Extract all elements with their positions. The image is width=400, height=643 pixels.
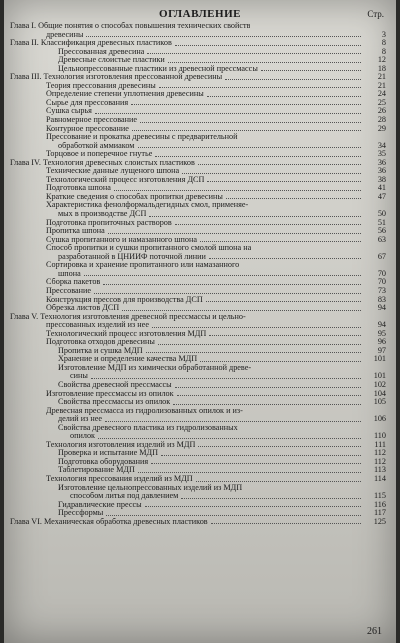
toc-entry-text: Контурное прессование bbox=[46, 124, 129, 133]
book-page bbox=[4, 0, 396, 643]
dot-leader bbox=[198, 164, 361, 165]
toc-entry-text: Хранение и определение качества МДП bbox=[58, 355, 198, 364]
toc-entry bbox=[10, 509, 386, 518]
toc-entry-page: 41 bbox=[377, 183, 386, 193]
toc-entry bbox=[10, 313, 386, 322]
toc-entry-page: 29 bbox=[377, 123, 386, 133]
dot-leader bbox=[198, 446, 361, 447]
dot-leader bbox=[152, 327, 361, 328]
toc-entry bbox=[10, 466, 386, 475]
toc-entry-page: 83 bbox=[377, 294, 386, 304]
toc-entry-text: Подготовка оборудования bbox=[58, 457, 149, 466]
toc-entry bbox=[10, 398, 386, 407]
dot-leader bbox=[138, 147, 362, 148]
dot-leader bbox=[261, 70, 361, 71]
toc-entry-page: 25 bbox=[377, 97, 386, 107]
toc-entry-page: 117 bbox=[374, 508, 386, 518]
toc-entry-page: 106 bbox=[373, 414, 386, 424]
toc-entry bbox=[10, 176, 386, 185]
toc-entry bbox=[10, 347, 386, 356]
toc-entry bbox=[10, 39, 386, 48]
toc-entry-text: Способ пропитки и сушки пропитанного смолой шпона на bbox=[46, 244, 252, 253]
toc-title: ОГЛАВЛЕНИЕ bbox=[159, 8, 241, 20]
toc-entries bbox=[10, 22, 386, 526]
toc-entry-text: Определение степени уплотнения древесины bbox=[46, 90, 204, 99]
toc-entry-text: Изготовление МДП из химически обработанной древе- bbox=[58, 363, 252, 372]
dot-leader bbox=[155, 156, 361, 157]
dot-leader bbox=[84, 275, 361, 276]
toc-entry bbox=[10, 125, 386, 134]
toc-entry-text: Сушка сырья bbox=[46, 107, 92, 116]
toc-entry-text: Прессформы bbox=[58, 509, 104, 518]
toc-entry-text: Торцовое и поперечное гнутье bbox=[46, 150, 153, 159]
toc-entry-page: 101 bbox=[373, 371, 386, 381]
toc-entry bbox=[10, 107, 386, 116]
toc-entry-text: Равномерное прессование bbox=[46, 116, 138, 125]
toc-entry-page: 125 bbox=[373, 516, 386, 526]
toc-entry-page: 113 bbox=[374, 465, 386, 475]
toc-entry bbox=[10, 116, 386, 125]
toc-entry-text: Глава III. Технология изготовления прессованной древесины bbox=[10, 73, 223, 82]
toc-entry-page: 8 bbox=[381, 46, 386, 56]
toc-entry-text: Подготовка шпона bbox=[46, 184, 111, 193]
toc-entry-page: 111 bbox=[374, 439, 386, 449]
toc-entry bbox=[10, 31, 386, 40]
toc-entry-text: Прессование bbox=[46, 286, 91, 295]
toc-entry bbox=[10, 458, 386, 467]
toc-entry bbox=[10, 381, 386, 390]
toc-entry-text: Подготовка пропиточных растворов bbox=[46, 218, 172, 227]
toc-entry-page: 104 bbox=[373, 388, 386, 398]
dot-leader bbox=[122, 310, 361, 311]
toc-entry-text: Гидравлические прессы bbox=[58, 500, 142, 509]
toc-entry-text: Подготовка отходов древесины bbox=[46, 338, 155, 347]
toc-entry-page: 21 bbox=[377, 72, 386, 82]
toc-entry-page: 101 bbox=[373, 354, 386, 364]
toc-entry-text: способом литья под давлением bbox=[70, 492, 179, 501]
toc-entry bbox=[10, 73, 386, 82]
toc-entry-text: обработкой аммиаком bbox=[58, 141, 135, 150]
toc-entry-text: Пропитка и сушка МДП bbox=[58, 346, 143, 355]
toc-entry-text: Древесные слоистые пластики bbox=[58, 56, 165, 65]
toc-entry bbox=[10, 424, 386, 433]
dot-leader bbox=[181, 498, 361, 499]
toc-entry-page: 116 bbox=[374, 499, 386, 509]
toc-entry-text: разработанной в ЦНИИФ поточной линии bbox=[58, 252, 206, 261]
toc-entry bbox=[10, 287, 386, 296]
toc-entry bbox=[10, 330, 386, 339]
dot-leader bbox=[173, 404, 361, 405]
toc-entry-page: 8 bbox=[381, 38, 386, 48]
toc-entry bbox=[10, 48, 386, 57]
toc-entry-text: Технология прессования изделий из МДП bbox=[46, 474, 193, 483]
dot-leader bbox=[159, 87, 361, 88]
dot-leader bbox=[91, 378, 361, 379]
dot-leader bbox=[209, 335, 361, 336]
toc-entry-text: Сортировка и хранение пропитанного или намазанного bbox=[46, 261, 240, 270]
toc-entry bbox=[10, 142, 386, 151]
toc-entry-page: 56 bbox=[377, 226, 386, 236]
toc-entry-text: делий из нее bbox=[58, 415, 103, 424]
dot-leader bbox=[132, 130, 361, 131]
toc-entry bbox=[10, 407, 386, 416]
toc-entry bbox=[10, 150, 386, 159]
dot-leader bbox=[175, 387, 361, 388]
toc-entry bbox=[10, 364, 386, 373]
toc-entry-page: 73 bbox=[377, 285, 386, 295]
toc-entry bbox=[10, 193, 386, 202]
dot-leader bbox=[175, 45, 361, 46]
dot-leader bbox=[147, 53, 361, 54]
dot-leader bbox=[168, 62, 361, 63]
toc-entry-page: 110 bbox=[374, 431, 386, 441]
toc-entry-text: Сушка пропитанного и намазанного шпона bbox=[46, 235, 198, 244]
toc-entry-page: 21 bbox=[377, 80, 386, 90]
toc-entry-text: Древесная прессмасса из гидролизованных опилок и из- bbox=[46, 406, 243, 415]
toc-entry-text: Проверка и испытание МДП bbox=[58, 449, 159, 458]
dot-leader bbox=[108, 233, 361, 234]
toc-entry bbox=[10, 432, 386, 441]
toc-entry-page: 95 bbox=[377, 328, 386, 338]
dot-leader bbox=[177, 395, 361, 396]
toc-entry bbox=[10, 244, 386, 253]
toc-entry-page: 18 bbox=[377, 63, 386, 73]
toc-entry-text: Свойства древесной прессмассы bbox=[58, 380, 172, 389]
toc-entry bbox=[10, 492, 386, 501]
toc-entry-page: 36 bbox=[377, 157, 386, 167]
dot-leader bbox=[161, 455, 361, 456]
toc-entry-text: опилок bbox=[70, 432, 96, 441]
toc-entry-text: Обрезка листов ДСП bbox=[46, 304, 120, 313]
toc-entry-text: шпона bbox=[58, 269, 81, 278]
toc-entry-text: Теория прессования древесины bbox=[46, 81, 156, 90]
toc-entry-text: Цельнопрессованные пластики из древесной прессмассы bbox=[58, 64, 258, 73]
toc-entry-text: Глава II. Классификация древесных пластиков bbox=[10, 39, 172, 48]
dot-leader bbox=[106, 515, 361, 516]
toc-entry bbox=[10, 159, 386, 168]
toc-entry-page: 70 bbox=[377, 268, 386, 278]
toc-entry bbox=[10, 372, 386, 381]
toc-entry-page: 70 bbox=[377, 277, 386, 287]
toc-entry bbox=[10, 390, 386, 399]
dot-leader bbox=[95, 113, 361, 114]
toc-entry bbox=[10, 518, 386, 527]
toc-entry-text: Глава VI. Механическая обработка древесных пластиков bbox=[10, 517, 208, 526]
toc-entry-page: 63 bbox=[377, 234, 386, 244]
toc-entry bbox=[10, 261, 386, 270]
dot-leader bbox=[206, 301, 361, 302]
page-number: 261 bbox=[367, 626, 382, 637]
toc-entry bbox=[10, 253, 386, 262]
dot-leader bbox=[182, 173, 361, 174]
toc-entry-page: 97 bbox=[377, 345, 386, 355]
toc-entry-page: 47 bbox=[377, 191, 386, 201]
dot-leader bbox=[209, 258, 361, 259]
toc-entry bbox=[10, 501, 386, 510]
dot-leader bbox=[226, 198, 361, 199]
toc-entry-text: Свойства древесного пластика из гидролизованных bbox=[58, 423, 238, 432]
toc-entry-text: Глава I. Общие понятия о способах повышения технических свойств bbox=[10, 22, 251, 30]
toc-entry-text: Технология изготовления изделий из МДП bbox=[46, 440, 196, 449]
toc-entry bbox=[10, 90, 386, 99]
toc-entry bbox=[10, 304, 386, 313]
toc-entry-page: 114 bbox=[374, 473, 386, 483]
dot-leader bbox=[207, 181, 361, 182]
toc-entry-page: 38 bbox=[377, 174, 386, 184]
toc-entry-page: 35 bbox=[377, 149, 386, 159]
toc-entry bbox=[10, 227, 386, 236]
toc-entry-text: Технические данные лущеного шпона bbox=[46, 167, 180, 176]
dot-leader bbox=[114, 190, 361, 191]
toc-entry-page: 102 bbox=[373, 379, 386, 389]
dot-leader bbox=[105, 421, 361, 422]
toc-entry bbox=[10, 278, 386, 287]
dot-leader bbox=[225, 79, 361, 80]
toc-entry-text: Глава IV. Технология древесных слоистых пластиков bbox=[10, 158, 195, 167]
dot-leader bbox=[98, 438, 361, 439]
toc-entry-text: Прессование и прокатка древесины с предварительной bbox=[46, 133, 238, 142]
toc-entry-text: Технологический процесс изготовления ДСП bbox=[46, 175, 205, 184]
toc-entry bbox=[10, 441, 386, 450]
toc-entry-page: 3 bbox=[381, 29, 386, 39]
toc-entry bbox=[10, 22, 386, 31]
toc-entry bbox=[10, 415, 386, 424]
toc-entry-text: Краткие сведения о способах пропитки древесины bbox=[46, 192, 223, 201]
toc-entry-text: Изготовление цельнопрессованных изделий из МДП bbox=[58, 483, 243, 492]
dot-leader bbox=[151, 463, 361, 464]
toc-entry-page: 94 bbox=[377, 303, 386, 313]
toc-entry bbox=[10, 210, 386, 219]
dot-leader bbox=[140, 122, 361, 123]
toc-entry bbox=[10, 270, 386, 279]
toc-entry-page: 26 bbox=[377, 106, 386, 116]
toc-entry-text: Изготовление прессмассы из опилок bbox=[46, 389, 174, 398]
dot-leader bbox=[138, 472, 361, 473]
toc-entry bbox=[10, 296, 386, 305]
toc-entry bbox=[10, 355, 386, 364]
toc-entry bbox=[10, 201, 386, 210]
toc-entry-text: Технологический процесс изготовления МДП bbox=[46, 329, 207, 338]
toc-entry-page: 51 bbox=[377, 217, 386, 227]
toc-entry-text: Прессованная древесина bbox=[58, 47, 145, 56]
toc-entry-page: 105 bbox=[373, 397, 386, 407]
toc-entry-text: Сборка пакетов bbox=[46, 278, 101, 287]
toc-entry bbox=[10, 56, 386, 65]
toc-entry bbox=[10, 167, 386, 176]
toc-entry-text: Характеристика фенолформальдегидных смол, применяе- bbox=[46, 201, 249, 210]
toc-entry-page: 94 bbox=[377, 320, 386, 330]
dot-leader bbox=[103, 284, 361, 285]
toc-entry-page: 12 bbox=[377, 55, 386, 65]
toc-entry-text: прессованных изделий из нее bbox=[46, 321, 149, 330]
dot-leader bbox=[196, 481, 361, 482]
toc-entry-text: сины bbox=[70, 372, 88, 381]
toc-entry bbox=[10, 475, 386, 484]
dot-leader bbox=[86, 36, 361, 37]
toc-entry-page: 96 bbox=[377, 337, 386, 347]
dot-leader bbox=[200, 241, 361, 242]
toc-entry bbox=[10, 484, 386, 493]
toc-entry-page: 115 bbox=[374, 491, 386, 501]
dot-leader bbox=[207, 96, 361, 97]
toc-entry-text: Таблетирование МДП bbox=[58, 466, 135, 475]
toc-entry bbox=[10, 236, 386, 245]
toc-entry-text: Сырье для прессования bbox=[46, 98, 129, 107]
toc-entry-text: Пропитка шпона bbox=[46, 227, 105, 236]
toc-entry-text: Свойства прессмассы из опилок bbox=[58, 398, 171, 407]
toc-entry-text: древесины bbox=[46, 30, 84, 39]
toc-entry bbox=[10, 449, 386, 458]
toc-entry bbox=[10, 184, 386, 193]
dot-leader bbox=[94, 293, 361, 294]
page-column-header: Стр. bbox=[367, 9, 384, 19]
toc-entry-page: 36 bbox=[377, 166, 386, 176]
toc-entry bbox=[10, 65, 386, 74]
dot-leader bbox=[175, 224, 361, 225]
toc-entry bbox=[10, 219, 386, 228]
toc-entry-page: 24 bbox=[377, 89, 386, 99]
toc-entry-page: 112 bbox=[374, 456, 386, 466]
toc-entry bbox=[10, 99, 386, 108]
toc-entry bbox=[10, 338, 386, 347]
toc-entry bbox=[10, 133, 386, 142]
toc-entry-text: Глава V. Технология изготовления древесной прессмассы и цельно- bbox=[10, 312, 246, 321]
toc-entry-page: 34 bbox=[377, 140, 386, 150]
toc-entry bbox=[10, 82, 386, 91]
toc-entry-text: мых в производстве ДСП bbox=[58, 210, 147, 219]
toc-entry-text: Конструкция прессов для производства ДСП bbox=[46, 295, 203, 304]
dot-leader bbox=[149, 216, 361, 217]
dot-leader bbox=[131, 104, 361, 105]
toc-entry-page: 67 bbox=[377, 251, 386, 261]
toc-entry bbox=[10, 321, 386, 330]
dot-leader bbox=[200, 361, 361, 362]
toc-entry-page: 28 bbox=[377, 115, 386, 125]
dot-leader bbox=[158, 344, 361, 345]
dot-leader bbox=[145, 506, 361, 507]
toc-entry-page: 112 bbox=[374, 448, 386, 458]
toc-entry-page: 50 bbox=[377, 209, 386, 219]
dot-leader bbox=[146, 352, 361, 353]
dot-leader bbox=[211, 523, 361, 524]
